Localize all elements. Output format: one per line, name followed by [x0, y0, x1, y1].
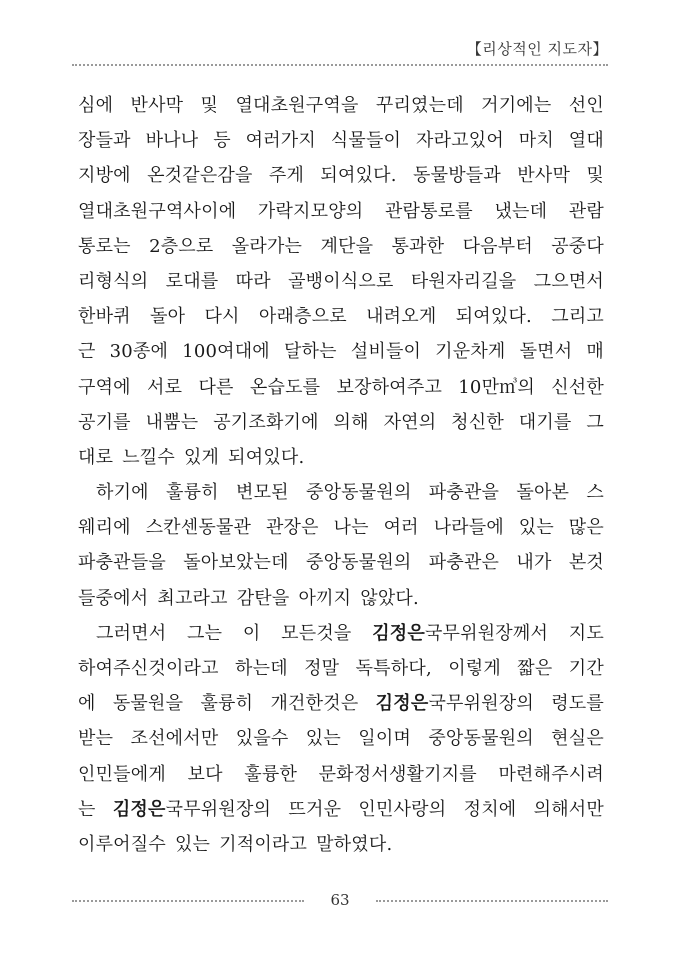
- word: 중앙동물원의: [306, 482, 412, 504]
- word: 청신한: [451, 411, 504, 433]
- word: 있는: [305, 728, 341, 750]
- word: 정치에: [463, 798, 517, 820]
- word: 말하였다.: [316, 833, 393, 855]
- word: 및: [200, 95, 219, 116]
- word: 설비들이: [350, 341, 422, 363]
- word: 그: [586, 411, 604, 433]
- word: 김정은국무위원장께서: [372, 622, 549, 644]
- text-line: [78, 581, 604, 616]
- word: 있을수: [235, 728, 289, 750]
- word: 하기에: [96, 482, 149, 504]
- word: 2층으로: [149, 235, 214, 257]
- word: 보장하여주고: [336, 376, 443, 398]
- footer-dotted-rule-right: [376, 900, 608, 902]
- leader-name: 김정은: [372, 622, 425, 644]
- word: 김정은국무위원장의: [375, 693, 534, 715]
- word: 매: [586, 341, 604, 363]
- word: 지방에: [78, 165, 131, 187]
- word: 중앙동물원의: [305, 552, 412, 574]
- text-line: [78, 405, 604, 440]
- word: 대로: [78, 446, 114, 468]
- leader-name: 김정은: [112, 798, 166, 820]
- word: 반사막: [130, 95, 184, 116]
- word: 그으면서: [533, 270, 604, 292]
- text-line: [78, 545, 604, 580]
- word: 근: [78, 341, 96, 363]
- word: 다음부터: [462, 235, 533, 257]
- word: 있게: [183, 446, 220, 468]
- word: 않았다.: [360, 587, 419, 609]
- word: 서로: [147, 376, 183, 398]
- word: 반사막: [517, 165, 571, 187]
- word: 다른: [198, 376, 234, 398]
- word: 다시: [204, 306, 240, 328]
- word: 스: [586, 482, 604, 504]
- word: 통과한: [391, 235, 445, 257]
- word: 내려오게: [366, 306, 437, 328]
- word: 공중다: [551, 235, 604, 257]
- word: 관람통로를: [384, 200, 473, 222]
- word: 는: [78, 798, 96, 820]
- body-text: [78, 88, 604, 862]
- word: 냈는데: [494, 200, 548, 222]
- text-line: [78, 334, 604, 369]
- word: 웨리에: [78, 517, 131, 539]
- word: 이: [242, 622, 261, 644]
- word: 개건한것은: [270, 693, 359, 715]
- word: 하여주신것이라고: [78, 658, 219, 679]
- word: 현실은: [551, 728, 604, 750]
- text-line: [78, 158, 604, 193]
- word: 신선한: [551, 376, 604, 398]
- word: 보다: [187, 763, 223, 785]
- text-line: [78, 264, 604, 299]
- header-dotted-rule: [72, 64, 608, 66]
- text-line: [78, 440, 604, 475]
- word: 이루어질수: [78, 833, 166, 855]
- word: 령도를: [551, 693, 604, 715]
- word: 가락지모양의: [257, 200, 364, 222]
- word: 되여있다.: [455, 306, 532, 328]
- word: 마련해주시려: [498, 763, 604, 785]
- word: 대기를: [518, 411, 572, 433]
- word: 선인: [568, 95, 604, 116]
- word: 지도: [568, 622, 604, 644]
- word: 기적이라고: [219, 833, 308, 855]
- text-line: [78, 686, 604, 721]
- word: 내뿜는: [145, 411, 199, 433]
- word: 느낄수: [122, 446, 175, 468]
- word: 훌륭히: [200, 693, 254, 715]
- word: 바나나: [145, 130, 199, 152]
- text-line: [78, 510, 604, 545]
- text-line: [78, 792, 604, 827]
- word: 로대를: [165, 270, 219, 292]
- word: 여러: [383, 517, 419, 539]
- word: 10만㎥의: [458, 376, 535, 398]
- word: 본것: [568, 552, 604, 574]
- word: 관람: [568, 200, 604, 222]
- word: 온것같은감을: [147, 165, 253, 187]
- word: 뜨거운: [288, 798, 342, 820]
- word: 변모된: [236, 482, 289, 504]
- word: 짧은: [517, 658, 553, 679]
- word: 훌륭히: [166, 482, 219, 504]
- word: 되여있다.: [228, 446, 305, 468]
- word: 공기를: [78, 411, 131, 433]
- word: 심에: [78, 95, 114, 116]
- word: 파충관을: [428, 482, 500, 504]
- word: 거기에는: [481, 95, 552, 116]
- word: 나는: [333, 517, 369, 539]
- leader-name: 김정은: [375, 693, 429, 715]
- word: 올라가는: [231, 235, 303, 257]
- word: 그리고: [551, 306, 604, 328]
- word: 감탄을: [236, 587, 290, 609]
- word: 100여대에: [182, 341, 270, 363]
- word: 공기조화기에: [213, 411, 319, 433]
- word: 일이며: [358, 728, 412, 750]
- word: 온습도를: [249, 376, 321, 398]
- text-line: [78, 370, 604, 405]
- word: 그는: [187, 622, 223, 644]
- word: 되여있다.: [320, 165, 397, 187]
- word: 자연의: [383, 411, 437, 433]
- word: 정말: [304, 658, 340, 679]
- word: 따라: [235, 270, 271, 292]
- word: 파충관들을: [78, 552, 166, 574]
- text-line: [78, 757, 604, 792]
- word: 인민사랑의: [358, 798, 447, 820]
- word: 받는: [78, 728, 114, 750]
- text-line: [78, 88, 604, 123]
- word: 리형식의: [78, 270, 149, 292]
- word: 기간: [568, 658, 604, 679]
- word: 식물들이: [330, 130, 402, 152]
- word: 의해: [333, 411, 369, 433]
- word: 동물원을: [112, 693, 184, 715]
- word: 여러가지: [245, 130, 316, 152]
- word: 골뱅이식으로: [288, 270, 394, 292]
- word: 돌아본: [516, 482, 570, 504]
- word: 내가: [516, 552, 552, 574]
- word: 에: [78, 693, 96, 715]
- word: 있는: [518, 517, 554, 539]
- text-line: [78, 475, 604, 510]
- word: 파충관은: [428, 552, 500, 574]
- text-line: [78, 229, 604, 264]
- word: 문화정서생활기지를: [318, 763, 477, 785]
- word: 한바퀴: [78, 306, 131, 328]
- word: 독특하다,: [355, 658, 432, 679]
- word: 달하는: [283, 341, 337, 363]
- word: 의해서만: [533, 798, 604, 820]
- word: 등: [213, 130, 231, 152]
- word: 아끼지: [298, 587, 352, 609]
- running-header: 【리상적인 지도자】: [466, 40, 608, 58]
- word: 돌아보았는데: [183, 552, 289, 574]
- word: 인민들에게: [78, 763, 166, 785]
- word: 주게: [268, 165, 305, 187]
- word: 모든것을: [281, 622, 352, 644]
- word: 열대초원구역을: [235, 95, 359, 116]
- word: 30종에: [109, 341, 169, 363]
- word: 그러면서: [96, 622, 167, 644]
- word: 하는데: [235, 658, 288, 679]
- word: 들중에서: [78, 587, 149, 609]
- word: 장들과: [78, 130, 131, 152]
- text-line: [78, 194, 604, 229]
- word: 김정은국무위원장의: [112, 798, 272, 820]
- word: 구역에: [78, 376, 131, 398]
- word: 열대: [568, 130, 604, 152]
- word: 나라들에: [433, 517, 504, 539]
- word: 동물방들과: [413, 165, 501, 187]
- page-footer: [72, 890, 608, 910]
- word: 계단을: [320, 235, 374, 257]
- word: 타원자리길을: [410, 270, 517, 292]
- word: 통로는: [78, 235, 131, 257]
- word: 열대초원구역사이에: [78, 200, 237, 222]
- text-line: [78, 721, 604, 756]
- text-line: [78, 299, 604, 334]
- word: 아래층으로: [258, 306, 347, 328]
- text-line: [78, 616, 604, 651]
- word: 자라고있어: [415, 130, 504, 152]
- word: 관장은: [265, 517, 319, 539]
- text-line: [78, 123, 604, 158]
- word: 기운차게: [435, 341, 506, 363]
- word: 중앙동물원의: [428, 728, 534, 750]
- page-number: 63: [330, 891, 350, 909]
- word: 마치: [518, 130, 554, 152]
- word: 돌면서: [519, 341, 573, 363]
- word: 돌아: [150, 306, 186, 328]
- word: 많은: [568, 517, 604, 539]
- text-line: [78, 827, 604, 862]
- word: 꾸리였는데: [375, 95, 464, 116]
- word: 이렇게: [448, 658, 501, 679]
- word: 및: [586, 165, 604, 187]
- word: 최고라고: [157, 587, 228, 609]
- word: 있는: [174, 833, 211, 855]
- word: 스칸센동물관: [145, 517, 252, 539]
- text-line: [78, 651, 604, 686]
- word: 훌륭한: [244, 763, 298, 785]
- word: 조선에서만: [130, 728, 219, 750]
